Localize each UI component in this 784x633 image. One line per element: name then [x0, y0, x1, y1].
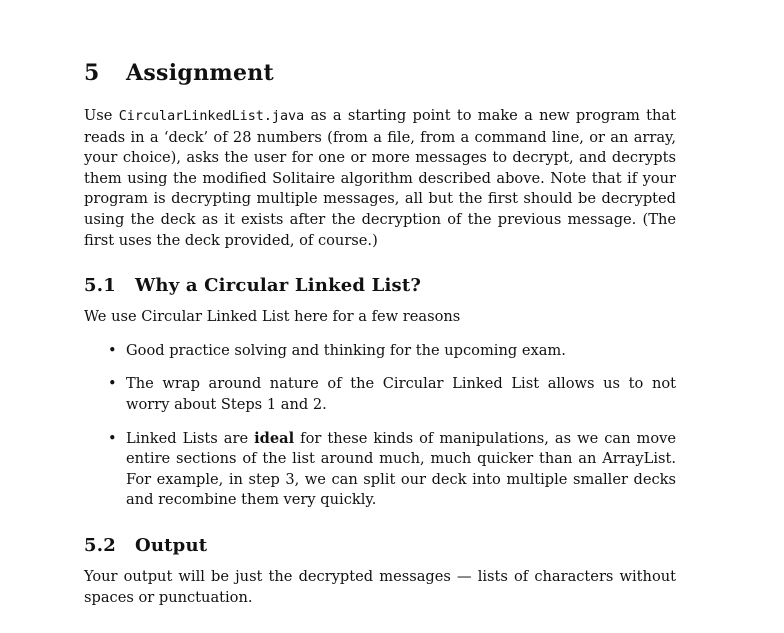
emphasis-ideal: ideal [254, 429, 295, 447]
section-5-title: Assignment [126, 60, 275, 86]
document-page [84, 60, 676, 608]
list-item-text-pre: Linked Lists are [126, 429, 255, 447]
section-5-2-title: Output [135, 534, 208, 556]
paragraph-text-pre: Use [84, 107, 119, 124]
code-filename: CircularLinkedList.java [118, 109, 305, 124]
section-5-2-number: 5.2 [84, 534, 116, 556]
list-item [84, 374, 676, 415]
section-5-2-paragraph: Your output will be just the decrypted messages — lists of characters without spaces or punctuation. [84, 567, 676, 606]
section-5-1-intro: We use Circular Linked List here for a few reasons [84, 308, 461, 326]
bullet-icon: • [108, 429, 117, 447]
list-item [84, 341, 676, 362]
section-5-2-heading [84, 535, 676, 557]
section-5-1-title: Why a Circular Linked List? [135, 275, 422, 297]
list-item-text-post: for these kinds of manipulations, as we can move entire sections of the list around much, much quicker than an ArrayList. For example, in step 3, we can split our deck into multiple smaller decks and recombine them very quickly. [126, 429, 677, 509]
bullet-icon: • [108, 341, 117, 359]
section-5-paragraph [84, 106, 676, 251]
bullet-icon: • [108, 375, 117, 393]
section-5-1-number: 5.1 [84, 275, 116, 297]
reasons-list [84, 341, 676, 511]
paragraph-text-post: as a starting point to make a new program that reads in a ‘deck’ of 28 numbers (from a file, from a command line, or an array, your choice), asks the user for one or more messages to decrypt, and decrypts them using the modified Solitaire algorithm described above. Note that if your program is decrypting multiple messages, all but the first should be decrypted using the deck as it exists after the decryption of the previous message. (The first uses the deck provided, of course.) [84, 107, 676, 249]
list-item [84, 429, 676, 511]
list-item-text: The wrap around nature of the Circular Linked List allows us to not worry about Steps 1 and 2. [126, 375, 676, 413]
list-item-text: Good practice solving and thinking for the upcoming exam. [126, 341, 566, 359]
section-5-number: 5 [84, 60, 100, 86]
section-5-1-heading [84, 275, 676, 297]
section-5-heading [84, 60, 676, 86]
